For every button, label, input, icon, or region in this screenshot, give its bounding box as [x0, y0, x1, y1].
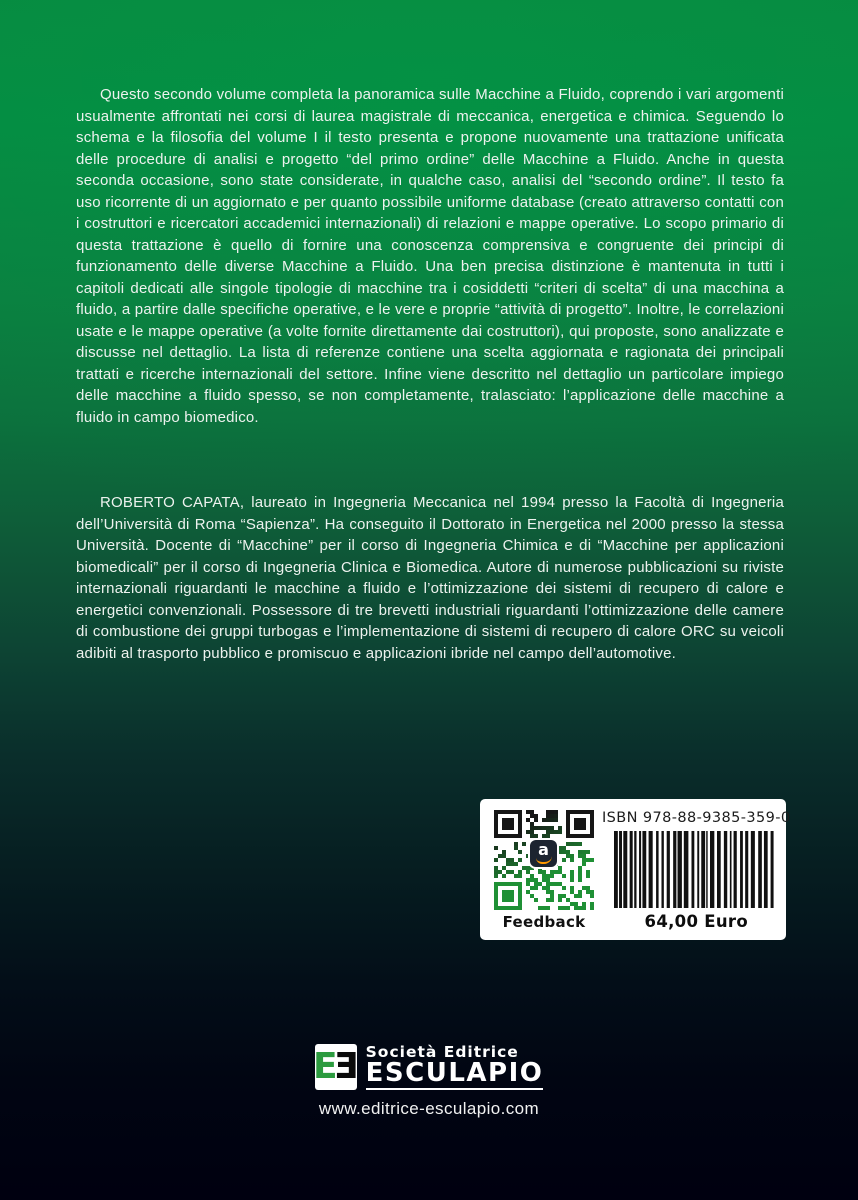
synopsis-paragraph: Questo secondo volume completa la panoramica sulle Macchine a Fluido, coprendo i vari argomenti usualmente affrontati nei corsi di laurea magistrale di meccanica, energetica e chimica. Seguendo lo schema e la filosofia del volume I il testo presenta e propone nuovamente una trattazione unificata delle procedure di analisi e progetto “del primo ordine” delle Macchine a Fluido. Anche in questa seconda occasione, sono state considerate, in qualche caso, analisi del “secondo ordine”. Il testo fa uso ricorrente di un aggiornato e per quanto possibile uniforme database (creato attraverso contatti con i costruttori e ricercatori accademici internazionali) di relazioni e mappe operative. Lo scopo primario di questa trattazione è quello di fornire una conoscenza comprensiva e congruente dei principi di funzionamento delle diverse Macchine a Fluido. Una ben precisa distinzione è mantenuta in tutti i capitoli dedicati alle singole tipologie di macchine tra i cosiddetti “criteri di scelta” di una macchina a fluido, a partire dalle specifiche operative, e le vere e proprie “attività di progetto”. Inoltre, le correlazioni usate e le mappe operative (a volte fornite direttamente dai costruttori), qui proposte, sono analizzate e discusse nel dettaglio. La lista di referenze contiene una scelta aggiornata e ragionata dei principali trattati e ricerche internazionali del settore. Infine viene descritto nel dettaglio un particolare impiego delle macchine a fluido spesso, se non completamente, tralasciato: l’applicazione delle macchine a fluido in campo biomedico. [76, 86, 784, 426]
isbn-number: ISBN 978-88-9385-359-0 [602, 810, 791, 826]
publisher-logo [315, 1044, 544, 1090]
isbn-price-panel [480, 799, 791, 940]
publisher-name-main: ESCULAPIO [365, 1058, 544, 1088]
price-label: 64,00 Euro [644, 912, 748, 931]
publisher-name-top: Società Editrice [365, 1043, 519, 1061]
logo-letter-black: Ǝ [333, 1046, 359, 1087]
qr-column [494, 810, 594, 931]
publisher-block [0, 1044, 858, 1119]
ean-barcode [613, 831, 779, 908]
publisher-name [366, 1044, 544, 1090]
logo-letter-green: E [313, 1046, 334, 1087]
amazon-logo-badge [530, 840, 557, 867]
amazon-a-icon: a [538, 840, 549, 859]
qr-code [494, 810, 594, 910]
esculapio-ee-icon [315, 1044, 357, 1090]
barcode-column [602, 810, 791, 931]
qr-caption: Feedback [502, 913, 586, 931]
author-bio-paragraph: ROBERTO CAPATA, laureato in Ingegneria Meccanica nel 1994 presso la Facoltà di Ingegneria dell’Università di Roma “Sapienza”. Ha conseguito il Dottorato in Energetica nel 2000 presso la stessa Università. Docente di “Macchine” per il corso di Ingegneria Chimica e di “Macchine per applicazioni biomedicali” per il corso di Ingegneria Clinica e Biomedica. Autore di numerose pubblicazioni su riviste internazionali riguardanti le macchine a fluido e l’ottimizzazione dei sistemi di recupero di calore e energetici convenzionali. Possessore di tre brevetti industriali riguardanti l’ottimizzazione delle camere di combustione dei gruppi turbogas e l’implementazione di sistemi di recupero di calore ORC su veicoli adibiti al trasporto pubblico e promiscuo e applicazioni ibride nel campo dell’automotive. [76, 494, 784, 662]
amazon-smile-icon [536, 856, 552, 864]
publisher-website: www.editrice-esculapio.com [318, 1099, 540, 1118]
